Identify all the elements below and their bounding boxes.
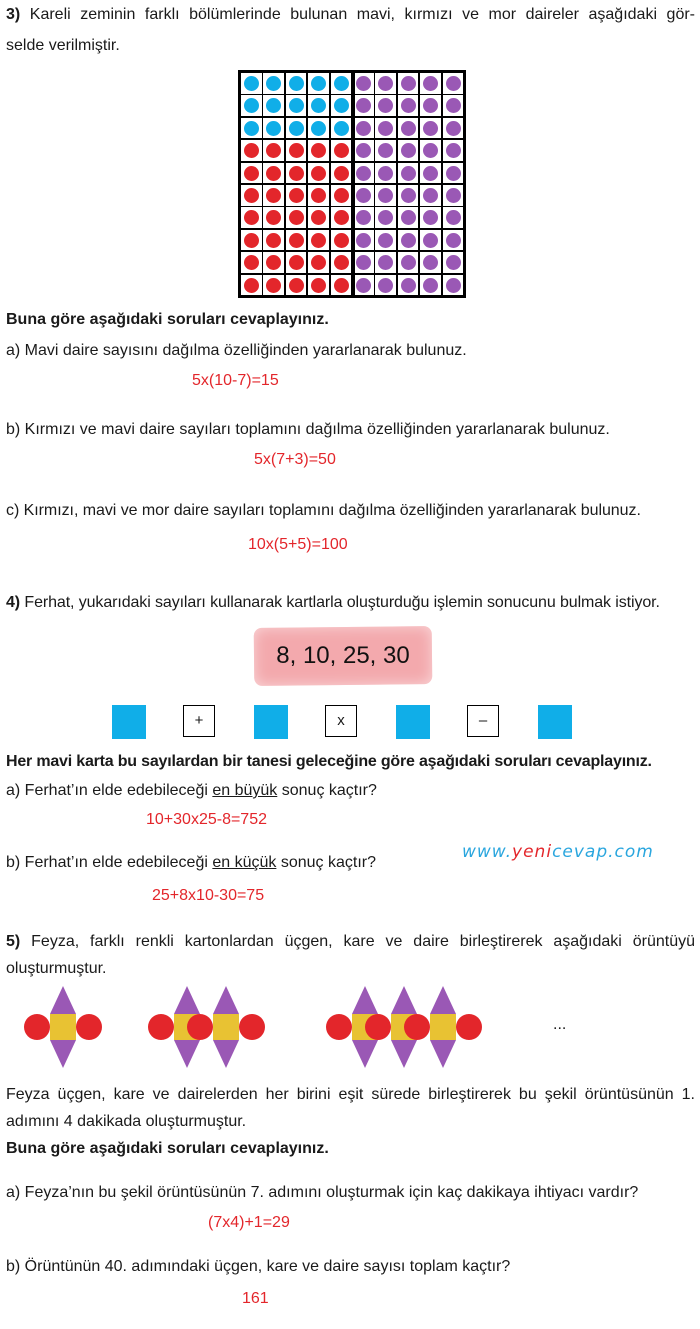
purple-circle bbox=[446, 166, 461, 181]
grid-cell bbox=[330, 162, 353, 185]
purple-circle bbox=[446, 98, 461, 113]
grid-cell bbox=[374, 229, 397, 252]
blue-circle bbox=[311, 76, 326, 91]
purple-circle bbox=[401, 121, 416, 136]
plus-card: + bbox=[183, 705, 215, 737]
red-circle bbox=[244, 143, 259, 158]
yellow-square bbox=[430, 1014, 456, 1040]
grid-cell bbox=[419, 72, 442, 95]
grid-cell bbox=[307, 206, 330, 229]
q4-a-prefix: a) Ferhat’ın elde edebileceği bbox=[6, 782, 208, 799]
blue-card-2 bbox=[254, 705, 288, 739]
red-circle-shape bbox=[404, 1014, 430, 1040]
red-circle bbox=[289, 166, 304, 181]
grid-cell bbox=[285, 117, 308, 140]
purple-circle bbox=[401, 143, 416, 158]
red-circle bbox=[244, 255, 259, 270]
purple-circle bbox=[423, 143, 438, 158]
grid-cell bbox=[307, 184, 330, 207]
red-circle bbox=[244, 233, 259, 248]
red-circle bbox=[289, 188, 304, 203]
q3-intro-line2: selde verilmiştir. bbox=[6, 37, 120, 54]
q5-b-question: b) Örüntünün 40. adımındaki üçgen, kare ve daire sayısı toplam kaçtır? bbox=[6, 1258, 511, 1275]
blue-circle bbox=[289, 121, 304, 136]
purple-circle bbox=[446, 278, 461, 293]
red-circle-shape bbox=[76, 1014, 102, 1040]
purple-circle bbox=[378, 143, 393, 158]
grid-cell bbox=[307, 229, 330, 252]
circle-grid bbox=[238, 70, 466, 298]
red-circle bbox=[244, 166, 259, 181]
q4-a-suffix: sonuç kaçtır? bbox=[281, 782, 377, 799]
purple-circle bbox=[401, 188, 416, 203]
q3-a-answer: 5x(10-7)=15 bbox=[192, 372, 279, 389]
q5-a-answer: (7x4)+1=29 bbox=[208, 1214, 290, 1231]
q5-instruction: Buna göre aşağıdaki soruları cevaplayınız. bbox=[6, 1140, 329, 1157]
grid-cell bbox=[285, 229, 308, 252]
grid-cell bbox=[374, 184, 397, 207]
grid-cell bbox=[352, 206, 375, 229]
grid-cell bbox=[240, 229, 263, 252]
grid-cell bbox=[397, 162, 420, 185]
grid-cell bbox=[262, 162, 285, 185]
grid-cell bbox=[352, 117, 375, 140]
purple-circle bbox=[356, 121, 371, 136]
q5-intro-line1 bbox=[6, 933, 695, 951]
q5-intro-text1: Feyza, farklı renkli kartonlardan üçgen, kare ve daire birleştirerek aşağıdaki örüntüyü bbox=[31, 933, 696, 950]
purple-circle bbox=[378, 166, 393, 181]
grid-cell bbox=[240, 274, 263, 297]
purple-triangle-up bbox=[50, 986, 76, 1014]
blue-card-1 bbox=[112, 705, 146, 739]
red-circle bbox=[311, 210, 326, 225]
red-circle bbox=[311, 233, 326, 248]
grid-cell bbox=[419, 206, 442, 229]
purple-circle bbox=[356, 210, 371, 225]
grid-cell bbox=[442, 139, 465, 162]
red-circle bbox=[266, 278, 281, 293]
blue-circle bbox=[266, 98, 281, 113]
purple-circle bbox=[378, 278, 393, 293]
red-circle bbox=[244, 210, 259, 225]
grid-cell bbox=[397, 184, 420, 207]
blue-circle bbox=[244, 121, 259, 136]
purple-circle bbox=[356, 98, 371, 113]
grid-cell bbox=[374, 206, 397, 229]
watermark-www: www. bbox=[462, 842, 513, 862]
blue-circle bbox=[311, 98, 326, 113]
purple-triangle-up bbox=[352, 986, 378, 1014]
grid-cell bbox=[240, 94, 263, 117]
grid-cell bbox=[240, 251, 263, 274]
grid-cell bbox=[374, 117, 397, 140]
red-circle bbox=[266, 210, 281, 225]
watermark-yeni: yeni bbox=[512, 842, 553, 862]
grid-cell bbox=[442, 117, 465, 140]
red-circle-shape bbox=[187, 1014, 213, 1040]
shape-pattern bbox=[0, 985, 700, 1070]
red-circle bbox=[334, 143, 349, 158]
q3-instruction: Buna göre aşağıdaki soruları cevaplayınız. bbox=[6, 311, 329, 328]
grid-cell bbox=[285, 72, 308, 95]
grid-cell bbox=[397, 139, 420, 162]
q5-b-answer: 161 bbox=[242, 1290, 269, 1307]
red-circle-shape bbox=[148, 1014, 174, 1040]
grid-cell bbox=[374, 251, 397, 274]
red-circle bbox=[334, 166, 349, 181]
q4-intro-text: Ferhat, yukarıdaki sayıları kullanarak kartlarla oluşturduğu işlemin sonucunu bulmak istiyor. bbox=[24, 594, 660, 611]
grid-cell bbox=[285, 94, 308, 117]
grid-cell bbox=[307, 72, 330, 95]
grid-cell bbox=[442, 72, 465, 95]
q5-para-line2: adımını 4 dakikada oluşturmuştur. bbox=[6, 1113, 247, 1130]
q4-a-question bbox=[6, 782, 377, 800]
red-circle bbox=[266, 143, 281, 158]
blue-circle bbox=[266, 76, 281, 91]
purple-triangle-down bbox=[430, 1040, 456, 1068]
q3-b-question: b) Kırmızı ve mavi daire sayıları toplamını dağılma özelliğinden yararlanarak bulunuz. bbox=[6, 421, 610, 438]
grid-cell bbox=[374, 274, 397, 297]
purple-circle bbox=[423, 121, 438, 136]
grid-cell bbox=[419, 229, 442, 252]
q4-instruction: Her mavi karta bu sayılardan bir tanesi geleceğine göre aşağıdaki soruları cevaplayınız. bbox=[6, 753, 652, 770]
purple-circle bbox=[446, 210, 461, 225]
grid-cell bbox=[397, 251, 420, 274]
q5-intro-line2: oluşturmuştur. bbox=[6, 960, 107, 977]
grid-cell bbox=[352, 229, 375, 252]
grid-cell bbox=[262, 117, 285, 140]
blue-circle bbox=[289, 98, 304, 113]
blue-card-3 bbox=[396, 705, 430, 739]
q3-intro-line1 bbox=[6, 6, 695, 24]
grid-cell bbox=[352, 184, 375, 207]
grid-cell bbox=[397, 206, 420, 229]
grid-cell bbox=[397, 94, 420, 117]
grid-cell bbox=[442, 206, 465, 229]
blue-circle bbox=[334, 98, 349, 113]
grid-cell bbox=[352, 139, 375, 162]
red-circle bbox=[289, 255, 304, 270]
grid-cell bbox=[442, 184, 465, 207]
grid-cell bbox=[442, 274, 465, 297]
red-circle bbox=[289, 233, 304, 248]
q4-number: 4) bbox=[6, 594, 21, 611]
purple-triangle-up bbox=[430, 986, 456, 1014]
red-circle bbox=[311, 143, 326, 158]
q3-intro-text1: Kareli zeminin farklı bölümlerinde bulunan mavi, kırmızı ve mor daireler aşağıdaki gör- bbox=[29, 6, 695, 23]
grid-cell bbox=[240, 206, 263, 229]
red-circle bbox=[334, 210, 349, 225]
purple-circle bbox=[356, 143, 371, 158]
q4-b-prefix: b) Ferhat’ın elde edebileceği bbox=[6, 854, 208, 871]
blue-circle bbox=[289, 76, 304, 91]
red-circle bbox=[311, 278, 326, 293]
red-circle-shape bbox=[456, 1014, 482, 1040]
grid-cell bbox=[307, 117, 330, 140]
purple-triangle-up bbox=[213, 986, 239, 1014]
q3-c-question: c) Kırmızı, mavi ve mor daire sayıları toplamını dağılma özelliğinden yararlanarak bulunuz. bbox=[6, 502, 641, 519]
red-circle bbox=[334, 188, 349, 203]
grid-cell bbox=[262, 229, 285, 252]
grid-cell bbox=[419, 94, 442, 117]
purple-circle bbox=[423, 255, 438, 270]
red-circle bbox=[266, 188, 281, 203]
grid-cell bbox=[285, 206, 308, 229]
grid-cell bbox=[240, 72, 263, 95]
q5-number: 5) bbox=[6, 933, 21, 950]
blue-circle bbox=[266, 121, 281, 136]
blue-circle bbox=[311, 121, 326, 136]
grid-cell bbox=[397, 229, 420, 252]
grid-cell bbox=[442, 251, 465, 274]
watermark-cevap: cevap.com bbox=[552, 842, 654, 862]
grid-cell bbox=[419, 139, 442, 162]
q4-a-emph: en büyük bbox=[212, 782, 278, 799]
purple-circle bbox=[423, 166, 438, 181]
grid-cell bbox=[330, 229, 353, 252]
red-circle bbox=[311, 255, 326, 270]
purple-circle bbox=[401, 210, 416, 225]
grid-cell bbox=[285, 184, 308, 207]
grid-cell bbox=[442, 229, 465, 252]
grid-cell bbox=[285, 274, 308, 297]
purple-circle bbox=[446, 76, 461, 91]
grid-cell bbox=[262, 139, 285, 162]
grid-cell bbox=[374, 94, 397, 117]
purple-circle bbox=[378, 210, 393, 225]
grid-cell bbox=[285, 251, 308, 274]
watermark bbox=[462, 842, 654, 862]
blue-circle bbox=[334, 76, 349, 91]
q4-intro-line bbox=[6, 594, 660, 612]
yellow-square bbox=[50, 1014, 76, 1040]
grid-cell bbox=[262, 206, 285, 229]
purple-circle bbox=[401, 278, 416, 293]
q4-b-answer: 25+8x10-30=75 bbox=[152, 887, 265, 904]
grid-cell bbox=[419, 117, 442, 140]
grid-cell bbox=[330, 94, 353, 117]
red-circle-shape bbox=[239, 1014, 265, 1040]
purple-circle bbox=[356, 278, 371, 293]
purple-circle bbox=[356, 255, 371, 270]
red-circle bbox=[334, 233, 349, 248]
purple-circle bbox=[401, 76, 416, 91]
red-circle bbox=[289, 278, 304, 293]
grid-cell bbox=[330, 139, 353, 162]
pattern-ellipsis: ... bbox=[553, 1016, 567, 1033]
purple-triangle-down bbox=[352, 1040, 378, 1068]
red-circle bbox=[289, 210, 304, 225]
grid-cell bbox=[419, 162, 442, 185]
grid-cell bbox=[262, 72, 285, 95]
red-circle bbox=[266, 233, 281, 248]
grid-cell bbox=[397, 72, 420, 95]
grid-cell bbox=[262, 251, 285, 274]
purple-circle bbox=[446, 121, 461, 136]
times-card: x bbox=[325, 705, 357, 737]
grid-cell bbox=[352, 94, 375, 117]
grid-cell bbox=[307, 139, 330, 162]
grid-cell bbox=[330, 251, 353, 274]
red-circle bbox=[244, 188, 259, 203]
grid-divider bbox=[352, 70, 355, 298]
purple-circle bbox=[446, 143, 461, 158]
grid-cell bbox=[262, 274, 285, 297]
grid-cell bbox=[419, 251, 442, 274]
purple-circle bbox=[356, 233, 371, 248]
purple-triangle-down bbox=[391, 1040, 417, 1068]
q3-a-question: a) Mavi daire sayısını dağılma özelliğinden yararlanarak bulunuz. bbox=[6, 342, 467, 359]
red-circle bbox=[334, 278, 349, 293]
grid-cell bbox=[330, 117, 353, 140]
q5-para-line1: Feyza üçgen, kare ve dairelerden her birini eşit sürede birleştirerek bu şekil örüntüsünün 1. bbox=[6, 1086, 695, 1103]
red-circle bbox=[334, 255, 349, 270]
grid-cell bbox=[352, 274, 375, 297]
grid-cell bbox=[307, 251, 330, 274]
purple-circle bbox=[423, 98, 438, 113]
blue-circle bbox=[244, 76, 259, 91]
q3-c-answer: 10x(5+5)=100 bbox=[248, 536, 348, 553]
purple-triangle-up bbox=[391, 986, 417, 1014]
red-circle bbox=[289, 143, 304, 158]
red-circle bbox=[311, 166, 326, 181]
purple-triangle-up bbox=[174, 986, 200, 1014]
grid-cell bbox=[374, 139, 397, 162]
numbers-card: 8, 10, 25, 30 bbox=[276, 642, 410, 669]
q4-b-question bbox=[6, 854, 376, 872]
grid-cell bbox=[330, 206, 353, 229]
grid-cell bbox=[330, 274, 353, 297]
purple-circle bbox=[423, 188, 438, 203]
blue-card-4 bbox=[538, 705, 572, 739]
purple-circle bbox=[401, 166, 416, 181]
purple-triangle-down bbox=[213, 1040, 239, 1068]
grid-cell bbox=[330, 184, 353, 207]
grid-cell bbox=[442, 162, 465, 185]
purple-circle bbox=[446, 255, 461, 270]
grid-cell bbox=[419, 274, 442, 297]
grid-cell bbox=[397, 274, 420, 297]
grid-cell bbox=[307, 274, 330, 297]
q5-a-question: a) Feyza’nın bu şekil örüntüsünün 7. adımını oluşturmak için kaç dakikaya ihtiyacı vardır? bbox=[6, 1184, 639, 1201]
grid-cell bbox=[352, 162, 375, 185]
purple-circle bbox=[356, 166, 371, 181]
purple-circle bbox=[423, 278, 438, 293]
purple-circle bbox=[378, 188, 393, 203]
grid-cell bbox=[374, 72, 397, 95]
grid-cell bbox=[419, 184, 442, 207]
grid-cell bbox=[285, 139, 308, 162]
grid-cell bbox=[352, 72, 375, 95]
purple-circle bbox=[378, 121, 393, 136]
red-circle bbox=[266, 255, 281, 270]
yellow-square bbox=[213, 1014, 239, 1040]
grid-cell bbox=[240, 139, 263, 162]
grid-cell bbox=[240, 184, 263, 207]
q3-b-answer: 5x(7+3)=50 bbox=[254, 451, 336, 468]
blue-circle bbox=[244, 98, 259, 113]
purple-circle bbox=[423, 76, 438, 91]
purple-circle bbox=[401, 98, 416, 113]
grid-cell bbox=[307, 94, 330, 117]
q4-b-suffix: sonuç kaçtır? bbox=[280, 854, 377, 871]
red-circle bbox=[311, 188, 326, 203]
q3-number: 3) bbox=[6, 6, 21, 23]
red-circle bbox=[266, 166, 281, 181]
purple-circle bbox=[378, 98, 393, 113]
grid-cell bbox=[307, 162, 330, 185]
purple-circle bbox=[378, 76, 393, 91]
grid-cell bbox=[285, 162, 308, 185]
blue-circle bbox=[334, 121, 349, 136]
grid-cell bbox=[397, 117, 420, 140]
red-circle-shape bbox=[365, 1014, 391, 1040]
grid-cell bbox=[240, 162, 263, 185]
purple-circle bbox=[401, 233, 416, 248]
grid-cell bbox=[374, 162, 397, 185]
grid-cell bbox=[240, 117, 263, 140]
purple-circle bbox=[446, 233, 461, 248]
purple-circle bbox=[378, 233, 393, 248]
red-circle-shape bbox=[326, 1014, 352, 1040]
grid-cell bbox=[442, 94, 465, 117]
purple-circle bbox=[423, 210, 438, 225]
purple-circle bbox=[378, 255, 393, 270]
q4-a-answer: 10+30x25-8=752 bbox=[146, 811, 267, 828]
grid-cell bbox=[262, 184, 285, 207]
purple-circle bbox=[446, 188, 461, 203]
grid-cell bbox=[330, 72, 353, 95]
purple-circle bbox=[423, 233, 438, 248]
purple-circle bbox=[356, 188, 371, 203]
purple-triangle-down bbox=[50, 1040, 76, 1068]
grid-cell bbox=[352, 251, 375, 274]
red-circle-shape bbox=[24, 1014, 50, 1040]
purple-triangle-down bbox=[174, 1040, 200, 1068]
red-circle bbox=[244, 278, 259, 293]
purple-circle bbox=[401, 255, 416, 270]
grid-cell bbox=[262, 94, 285, 117]
minus-card: – bbox=[467, 705, 499, 737]
purple-circle bbox=[356, 76, 371, 91]
q4-b-emph: en küçük bbox=[212, 854, 277, 871]
